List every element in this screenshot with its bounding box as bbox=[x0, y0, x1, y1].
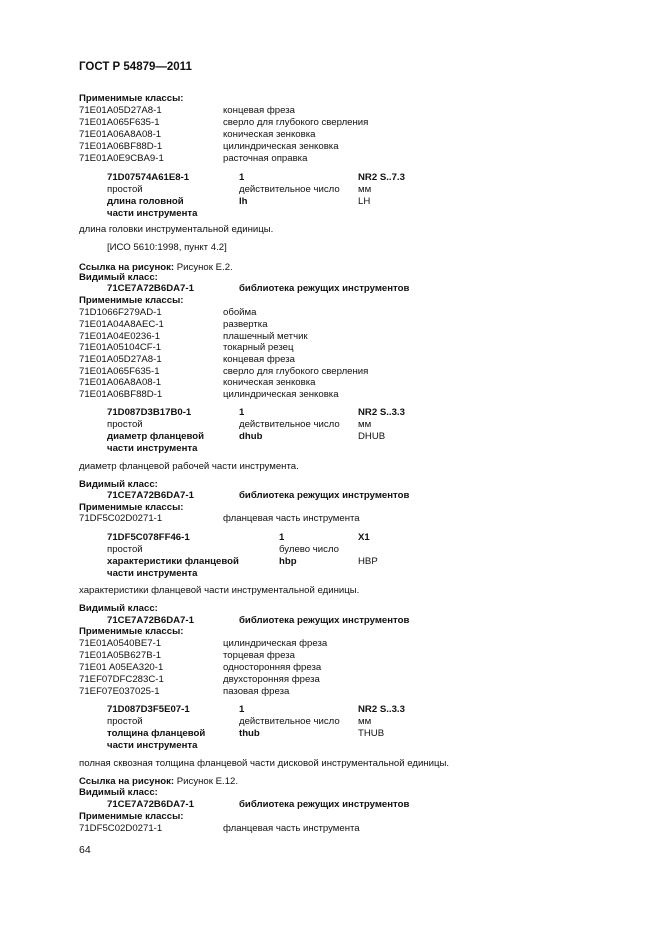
visible-class-name: библиотека режущих инструментов bbox=[239, 283, 410, 294]
class-name: обойма bbox=[223, 307, 257, 318]
property-name: толщина фланцевой bbox=[107, 728, 206, 739]
property-code: NR2 S..3.3 bbox=[358, 407, 405, 418]
visible-class-label: Видимый класс: bbox=[79, 787, 158, 798]
visible-class-name: библиотека режущих инструментов bbox=[239, 799, 410, 810]
figure-reference bbox=[79, 776, 238, 787]
class-id: 71E01A05D27A8-1 bbox=[79, 105, 162, 116]
class-name: торцевая фреза bbox=[223, 650, 295, 661]
property-code: X1 bbox=[358, 532, 370, 543]
class-name: двухсторонняя фреза bbox=[223, 674, 320, 685]
property-symbol: dhub bbox=[239, 431, 263, 442]
class-id: 71E01 A05EA320-1 bbox=[79, 662, 164, 673]
class-id: 71EF07E037025-1 bbox=[79, 686, 160, 697]
property-abbreviation: THUB bbox=[358, 728, 385, 739]
property-type: простой bbox=[107, 716, 143, 727]
property-id: 71DF5C078FF46-1 bbox=[107, 532, 190, 543]
visible-class-id: 71CE7A72B6DA7-1 bbox=[107, 283, 194, 294]
figure-reference-label: Ссылка на рисунок: bbox=[79, 776, 175, 787]
property-id: 71D087D3F5E07-1 bbox=[107, 704, 190, 715]
class-name: цилиндрическая фреза bbox=[223, 638, 328, 649]
class-id: 71E01A05D27A8-1 bbox=[79, 354, 162, 365]
property-definition: полная сквозная толщина фланцевой части дисковой инструментальной единицы. bbox=[79, 758, 450, 769]
class-id: 71DF5C02D0271-1 bbox=[79, 513, 163, 524]
property-datatype: действительное число bbox=[239, 184, 340, 195]
visible-class-label: Видимый класс: bbox=[79, 272, 158, 283]
property-count: 1 bbox=[239, 172, 245, 183]
property-id: 71D07574A61E8-1 bbox=[107, 172, 190, 183]
property-name: длина головной bbox=[107, 196, 184, 207]
property-count: 1 bbox=[239, 407, 245, 418]
document-header: ГОСТ Р 54879—2011 bbox=[79, 61, 192, 73]
visible-class-label: Видимый класс: bbox=[79, 479, 158, 490]
property-name-cont: части инструмента bbox=[107, 443, 198, 454]
class-name: расточная оправка bbox=[223, 153, 308, 164]
class-name: сверло для глубокого сверления bbox=[223, 117, 369, 128]
property-type: простой bbox=[107, 419, 143, 430]
property-unit: мм bbox=[358, 419, 372, 430]
class-name: плашечный метчик bbox=[223, 331, 308, 342]
figure-reference-value: Рисунок E.12. bbox=[176, 776, 239, 787]
property-abbreviation: DHUB bbox=[358, 431, 386, 442]
class-name: коническая зенковка bbox=[223, 129, 316, 140]
property-symbol: hbp bbox=[279, 556, 297, 567]
class-id: 71EF07DFC283C-1 bbox=[79, 674, 164, 685]
class-name: цилиндрическая зенковка bbox=[223, 141, 339, 152]
applicable-classes-label: Применимые классы: bbox=[79, 626, 184, 637]
property-type: простой bbox=[107, 544, 143, 555]
class-id: 71E01A06A8A08-1 bbox=[79, 377, 162, 388]
class-id: 71E01A04A8AEC-1 bbox=[79, 319, 164, 330]
applicable-classes-label: Применимые классы: bbox=[79, 502, 184, 513]
class-id: 71E01A04E0236-1 bbox=[79, 331, 161, 342]
property-definition: характеристики фланцевой части инструментальной единицы. bbox=[79, 585, 360, 596]
property-symbol: thub bbox=[239, 728, 260, 739]
class-id: 71E01A065F635-1 bbox=[79, 117, 160, 128]
class-name: односторонняя фреза bbox=[223, 662, 322, 673]
applicable-classes-label: Применимые классы: bbox=[79, 811, 184, 822]
page-number: 64 bbox=[79, 844, 91, 856]
property-type: простой bbox=[107, 184, 143, 195]
class-id: 71E01A06BF88D-1 bbox=[79, 389, 163, 400]
property-name-cont: части инструмента bbox=[107, 568, 198, 579]
class-name: концевая фреза bbox=[223, 354, 295, 365]
class-name: пазовая фреза bbox=[223, 686, 290, 697]
figure-reference-label: Ссылка на рисунок: bbox=[79, 262, 175, 273]
visible-class-name: библиотека режущих инструментов bbox=[239, 615, 410, 626]
property-name-cont: части инструмента bbox=[107, 740, 198, 751]
property-count: 1 bbox=[239, 704, 245, 715]
property-name: характеристики фланцевой bbox=[107, 556, 239, 567]
visible-class-id: 71CE7A72B6DA7-1 bbox=[107, 799, 194, 810]
property-datatype: действительное число bbox=[239, 716, 340, 727]
class-id: 71E01A05104CF-1 bbox=[79, 342, 162, 353]
property-abbreviation: HBP bbox=[358, 556, 378, 567]
class-id: 71DF5C02D0271-1 bbox=[79, 823, 163, 834]
class-name: цилиндрическая зенковка bbox=[223, 389, 339, 400]
class-name: токарный резец bbox=[223, 342, 294, 353]
figure-reference-value: Рисунок E.2. bbox=[176, 262, 233, 273]
property-datatype: действительное число bbox=[239, 419, 340, 430]
property-unit: мм bbox=[358, 716, 372, 727]
property-definition: диаметр фланцевой рабочей части инструмента. bbox=[79, 461, 299, 472]
class-id: 71D1066F279AD-1 bbox=[79, 307, 162, 318]
class-name: фланцевая часть инструмента bbox=[223, 513, 360, 524]
property-count: 1 bbox=[279, 532, 285, 543]
visible-class-label: Видимый класс: bbox=[79, 603, 158, 614]
class-id: 71E01A0E9CBA9-1 bbox=[79, 153, 164, 164]
property-abbreviation: LH bbox=[358, 196, 371, 207]
visible-class-name: библиотека режущих инструментов bbox=[239, 490, 410, 501]
applicable-classes-label: Применимые классы: bbox=[79, 93, 184, 104]
class-id: 71E01A065F635-1 bbox=[79, 366, 160, 377]
class-id: 71E01A05B627B-1 bbox=[79, 650, 162, 661]
class-id: 71E01A0540BE7-1 bbox=[79, 638, 162, 649]
property-datatype: булево число bbox=[279, 544, 339, 555]
applicable-classes-label: Применимые классы: bbox=[79, 295, 184, 306]
property-code: NR2 S..3.3 bbox=[358, 704, 405, 715]
class-name: коническая зенковка bbox=[223, 377, 316, 388]
property-definition: длина головки инструментальной единицы. bbox=[79, 224, 274, 235]
property-id: 71D087D3B17B0-1 bbox=[107, 407, 192, 418]
source-reference: [ИСО 5610:1998, пункт 4.2] bbox=[107, 242, 227, 253]
class-name: фланцевая часть инструмента bbox=[223, 823, 360, 834]
property-code: NR2 S..7.3 bbox=[358, 172, 405, 183]
class-name: развертка bbox=[223, 319, 268, 330]
class-name: концевая фреза bbox=[223, 105, 295, 116]
visible-class-id: 71CE7A72B6DA7-1 bbox=[107, 615, 194, 626]
class-id: 71E01A06A8A08-1 bbox=[79, 129, 162, 140]
visible-class-id: 71CE7A72B6DA7-1 bbox=[107, 490, 194, 501]
property-name: диаметр фланцевой bbox=[107, 431, 204, 442]
property-unit: мм bbox=[358, 184, 372, 195]
class-id: 71E01A06BF88D-1 bbox=[79, 141, 163, 152]
property-name-cont: части инструмента bbox=[107, 208, 198, 219]
class-name: сверло для глубокого сверления bbox=[223, 366, 369, 377]
property-symbol: lh bbox=[239, 196, 248, 207]
